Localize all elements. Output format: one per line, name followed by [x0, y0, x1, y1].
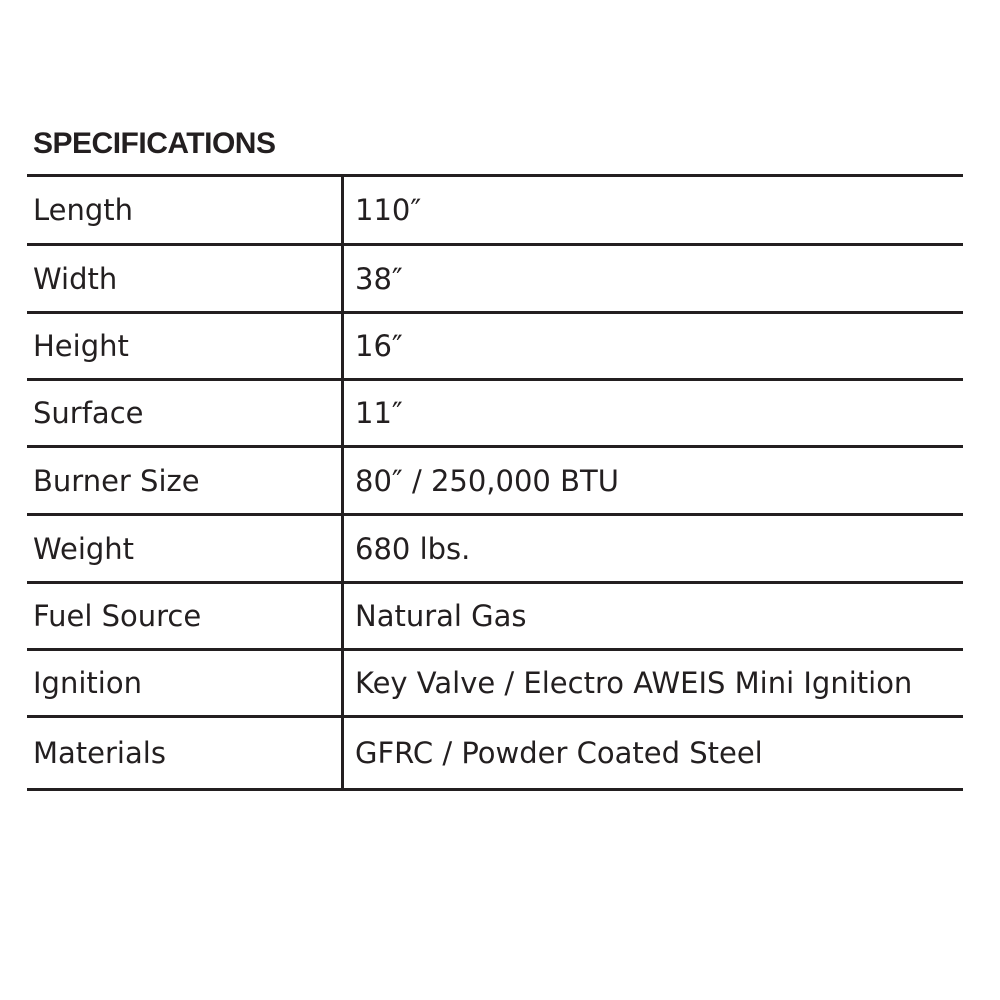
- spec-value-surface: 11″: [355, 396, 403, 430]
- spec-label-length: Length: [33, 193, 134, 227]
- table-row: [27, 177, 963, 246]
- table-row: [27, 516, 963, 584]
- table-row: [27, 651, 963, 718]
- spec-label-ignition: Ignition: [33, 666, 142, 700]
- spec-value-length: 110″: [355, 193, 422, 227]
- spec-label-materials: Materials: [33, 736, 166, 770]
- specifications-table: [27, 174, 963, 791]
- table-row: [27, 584, 963, 651]
- spec-label-weight: Weight: [33, 531, 135, 566]
- spec-value-burner-size: 80″ / 250,000 BTU: [355, 463, 619, 498]
- table-row: [27, 718, 963, 791]
- spec-value-materials: GFRC / Powder Coated Steel: [355, 736, 763, 770]
- spec-label-burner-size: Burner Size: [33, 463, 200, 498]
- spec-value-weight: 680 lbs.: [355, 531, 471, 566]
- table-row: [27, 448, 963, 516]
- spec-label-width: Width: [33, 261, 118, 296]
- spec-value-ignition: Key Valve / Electro AWEIS Mini Ignition: [355, 666, 913, 700]
- page-title: SPECIFICATIONS: [33, 127, 276, 160]
- spec-value-width: 38″: [355, 261, 403, 296]
- spec-label-height: Height: [33, 329, 129, 363]
- spec-label-surface: Surface: [33, 396, 144, 430]
- table-row: [27, 381, 963, 448]
- table-row: [27, 314, 963, 381]
- spec-label-fuel-source: Fuel Source: [33, 599, 202, 633]
- spec-value-fuel-source: Natural Gas: [355, 599, 527, 633]
- table-row: [27, 246, 963, 314]
- spec-value-height: 16″: [355, 329, 403, 363]
